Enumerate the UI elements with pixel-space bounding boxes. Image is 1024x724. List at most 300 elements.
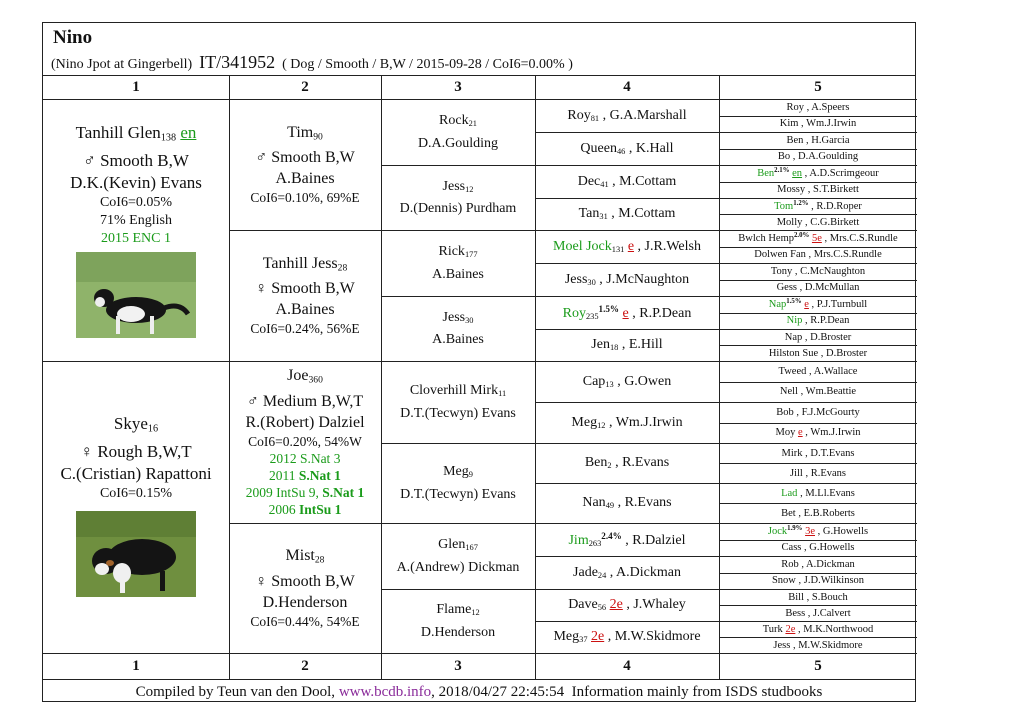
gen5-mark[interactable]: e <box>797 427 803 439</box>
gen5-owner: R.P.Dean <box>810 315 850 327</box>
footer-source: Information mainly from ISDS studbooks <box>571 684 823 700</box>
gen4-reg-sub: 24 <box>597 570 607 580</box>
gen4-reg-sub: 131 <box>611 244 625 254</box>
gen2-sd-coi: CoI6=0.24%, 56%E <box>250 321 360 337</box>
gen5-name: Nell <box>779 386 798 398</box>
gen3-cell <box>381 443 535 523</box>
gen5-cell <box>719 247 917 264</box>
gen5-cell <box>719 621 917 637</box>
gen3-cell <box>381 99 535 165</box>
gen5-coi-sup: 1.9% <box>787 525 803 533</box>
gen4-name: Meg <box>553 629 580 644</box>
gen5-cell <box>719 637 917 653</box>
gen5-name: Nap <box>784 331 803 343</box>
gen5-line: Lad , M.Ll.Evans <box>781 487 855 499</box>
gen5-name: Bo <box>777 151 791 163</box>
sire-photo <box>76 252 196 338</box>
gen3-name-line <box>443 177 474 199</box>
gen5-coi-sup: 2.0% <box>793 232 810 240</box>
gen2-dd-coi: CoI6=0.44%, 54%E <box>250 613 360 629</box>
gen3-breeder: D.A.Goulding <box>417 135 499 151</box>
gen3-name-line <box>438 535 478 557</box>
gen4-line: Moel Jock$_{131}$ e , J.R.Welsh <box>553 238 701 254</box>
gen4-owner: R.Evans <box>624 495 672 510</box>
gen5-cell <box>719 214 917 230</box>
gen4-owner: M.W.Skidmore <box>614 629 701 644</box>
gen4-reg-sub: 37 <box>579 635 588 645</box>
gen5-name: Jock <box>767 526 788 538</box>
gen5-name: Nip <box>786 315 803 327</box>
gen4-line: Meg$_{12}$ , Wm.J.Irwin <box>571 414 683 430</box>
pedigree-sheet <box>42 22 916 702</box>
gen5-line: Snow , J.D.Wilkinson <box>771 575 865 587</box>
gen5-cell <box>719 402 917 423</box>
gen3-name: Glen <box>438 537 466 553</box>
gen4-cell <box>535 361 719 402</box>
gen4-mark[interactable]: 2e <box>609 597 623 612</box>
gen4-reg-sub: 56 <box>597 603 607 613</box>
gen5-cell <box>719 540 917 557</box>
gen4-name: Jade <box>573 564 598 580</box>
gen3-cell <box>381 165 535 230</box>
gen4-mark[interactable]: e <box>627 238 635 254</box>
achievement-text: 2012 S.Nat 3 <box>269 450 341 466</box>
dam-cell <box>43 361 229 653</box>
gen5-owner: A.Wallace <box>813 365 858 377</box>
gen5-cell <box>719 165 917 182</box>
gen3-reg-sub: 9 <box>468 470 473 480</box>
grid-line <box>43 653 917 654</box>
gen5-line: Bet , E.B.Roberts <box>781 507 855 519</box>
gen4-cell <box>535 230 719 263</box>
gen5-owner: D.A.Goulding <box>798 151 859 163</box>
gen2-dd-name: Mist <box>285 547 315 565</box>
col-number: 3 <box>454 79 462 95</box>
gen5-cell <box>719 463 917 483</box>
gen3-name-line <box>438 242 477 264</box>
gen5-owner: D.T.Evans <box>810 447 855 459</box>
footer <box>43 679 915 704</box>
gen5-line: Ben$^{2.1\%}$ en , A.D.Scrimgeour <box>757 167 879 180</box>
gen5-cell <box>719 443 917 463</box>
gen4-name: Tan <box>578 206 600 221</box>
gen2-sd-name: Tanhill Jess <box>262 254 338 272</box>
footer-date: , 2018/04/27 22:45:54 <box>431 684 565 700</box>
gen5-line: Tom$^{1.2\%}$ , R.D.Roper <box>774 200 862 212</box>
col-number: 1 <box>132 658 140 674</box>
gen5-cell <box>719 556 917 573</box>
gen5-line: Kim , Wm.J.Irwin <box>779 118 857 130</box>
gen5-cell <box>719 198 917 214</box>
gen2-ds-cell <box>229 361 381 523</box>
gen5-cell <box>719 503 917 523</box>
gen5-coi-sup: 2.1% <box>774 167 790 175</box>
gen4-reg-sub: 235 <box>585 311 599 321</box>
gen2-ds-breeder: R.(Robert) Dalziel <box>245 413 365 431</box>
gen4-reg-sub: 263 <box>588 538 602 548</box>
gen5-name: Bill <box>788 591 804 603</box>
gen5-mark[interactable]: 5e <box>811 233 822 245</box>
gen3-name-line <box>443 308 474 330</box>
gen4-name: Moel Jock <box>553 238 612 254</box>
gen4-owner: G.Owen <box>624 373 672 389</box>
gen5-line: Bess , J.Calvert <box>785 607 851 619</box>
gen5-cell <box>719 182 917 199</box>
gen5-cell <box>719 523 917 540</box>
achievement-bold: IntSu 1 <box>298 501 342 517</box>
gen5-owner: A.Speers <box>811 101 850 113</box>
gen5-cell <box>719 99 917 116</box>
gen4-line: Cap$_{13}$ , G.Owen <box>582 373 672 389</box>
gen5-name: Ben <box>757 168 775 180</box>
gen5-line: Molly , C.G.Birkett <box>776 216 860 228</box>
gen4-reg-sub: 18 <box>609 343 619 353</box>
dam-sex-coat: ♀ Rough B,W,T <box>80 441 192 461</box>
gen5-name: Gess <box>776 282 797 294</box>
gen5-line: Roy , A.Speers <box>786 101 850 113</box>
gen3-name: Meg <box>443 464 469 480</box>
gen5-line: Nip , R.P.Dean <box>786 315 850 327</box>
gen5-owner: F.J.McGourty <box>801 406 860 418</box>
gen2-ss-sex-coat: ♂ Smooth B,W <box>255 149 355 167</box>
gen5-owner: S.T.Birkett <box>813 184 859 196</box>
gen4-name: Jen <box>591 337 610 352</box>
col-number: 3 <box>454 658 462 674</box>
gen5-name: Moy <box>775 427 796 439</box>
gen2-ss-breeder: A.Baines <box>275 170 335 188</box>
sire-achievement: 2015 ENC 1 <box>101 230 171 246</box>
gen2-sd-reg-sub: 28 <box>337 262 348 274</box>
gen5-name: Bwlch Hemp <box>738 233 794 245</box>
gen3-name: Flame <box>436 602 472 618</box>
gen5-line: Mirk , D.T.Evans <box>781 447 855 459</box>
gen4-reg-sub: 41 <box>600 179 609 189</box>
gen3-breeder: A.(Andrew) Dickman <box>396 559 520 575</box>
dog-subtitle <box>51 52 573 73</box>
gen3-cell <box>381 589 535 653</box>
gen5-name: Hilston Sue <box>768 347 819 359</box>
gen3-reg-sub: 167 <box>465 543 478 553</box>
gen5-owner: G.Howells <box>822 526 869 538</box>
gen4-line: Queen$_{46}$ , K.Hall <box>580 140 674 156</box>
gen5-line: Nap$^{1.5\%}$ e , P.J.Turnbull <box>768 298 868 311</box>
gen4-name: Ben <box>584 455 608 470</box>
gen5-cell <box>719 423 917 444</box>
gen4-reg-sub: 30 <box>587 277 596 287</box>
gen5-name: Dolwen Fan <box>754 249 806 261</box>
gen5-name: Tweed <box>778 365 807 377</box>
gen5-owner: M.Ll.Evans <box>805 487 855 499</box>
achievement-text: 2009 IntSu 9, <box>245 484 323 500</box>
gen4-cell <box>535 402 719 443</box>
dog-full-name: (Nino Jpot at Gingerbell) <box>51 57 193 72</box>
gen4-name: Nan <box>582 495 606 510</box>
gen4-cell <box>535 263 719 296</box>
gen5-owner: Wm.J.Irwin <box>810 427 861 439</box>
gen2-dd-reg-sub: 28 <box>314 554 325 566</box>
gen5-owner: H.Garcia <box>811 134 850 146</box>
gen5-line: Bwlch Hemp$^{2.0\%}$ 5e , Mrs.C.S.Rundle <box>738 232 898 245</box>
achievement-bold: S.Nat 1 <box>322 484 365 500</box>
gen3-breeder: A.Baines <box>432 266 484 282</box>
gen4-owner: M.Cottam <box>618 206 676 221</box>
gen5-cell <box>719 573 917 590</box>
gen5-name: Ben <box>786 134 804 146</box>
gen5-cell <box>719 116 917 133</box>
gen5-line: Hilston Sue , D.Broster <box>768 347 868 359</box>
gen5-line: Cass , G.Howells <box>781 542 855 554</box>
gen3-name: Jess <box>442 309 466 325</box>
gen5-cell <box>719 483 917 503</box>
col-number: 5 <box>814 79 822 95</box>
gen5-name: Molly <box>776 216 803 228</box>
gen4-cell <box>535 523 719 556</box>
gen4-cell <box>535 483 719 523</box>
gen5-name: Mossy <box>777 184 806 196</box>
gen5-cell <box>719 149 917 166</box>
gen3-cell <box>381 230 535 296</box>
gen5-owner: C.G.Birkett <box>810 216 860 228</box>
gen4-owner: R.Evans <box>622 455 670 470</box>
gen4-owner: E.Hill <box>628 337 663 352</box>
gen2-ds-reg-sub: 360 <box>308 374 323 386</box>
gen2-dd-breeder: D.Henderson <box>262 593 348 611</box>
gen3-cell <box>381 523 535 589</box>
gen5-owner: Mrs.C.S.Rundle <box>813 249 882 261</box>
sire-name: Tanhill Glen <box>75 123 161 143</box>
footer-compiled: Compiled by Teun van den Dool, <box>135 684 336 700</box>
gen5-owner: M.W.Skidmore <box>798 639 863 651</box>
gen3-breeder: D.Henderson <box>420 624 496 640</box>
gen4-line: Jim$_{263}^{2.4\%}$ , R.Dalziel <box>568 530 686 548</box>
gen4-owner: R.P.Dean <box>639 305 692 321</box>
gen5-name: Snow <box>771 575 796 587</box>
gen3-breeder: D.T.(Tecwyn) Evans <box>400 486 516 502</box>
gen5-owner: R.D.Roper <box>816 200 862 212</box>
gen4-reg-sub: 12 <box>597 420 606 430</box>
gen4-mark[interactable]: 2e <box>591 629 605 644</box>
gen4-cell <box>535 589 719 621</box>
achievement-text: 2011 <box>269 467 299 483</box>
gen5-line: Moy e , Wm.J.Irwin <box>775 427 861 439</box>
dam-name: Skye <box>113 414 148 434</box>
gen5-name: Rob <box>781 558 799 570</box>
gen3-cell <box>381 361 535 443</box>
gen5-owner: J.Calvert <box>813 607 851 619</box>
gen4-owner: J.Whaley <box>633 597 686 612</box>
gen5-line: Jill , R.Evans <box>789 467 846 479</box>
gen3-breeder: A.Baines <box>432 332 484 348</box>
gen4-owner: R.Dalziel <box>632 532 686 548</box>
gen5-owner: Mrs.C.S.Rundle <box>829 233 898 245</box>
gen2-sd-cell <box>229 230 381 361</box>
gen5-cell <box>719 361 917 382</box>
gen3-name: Jess <box>442 178 466 194</box>
gen5-name: Lad <box>781 487 798 499</box>
sire-sex-coat: ♂ Smooth B,W <box>83 150 189 170</box>
col-number: 2 <box>301 658 309 674</box>
gen4-line: Jen$_{18}$ , E.Hill <box>591 337 663 353</box>
pedigree-header <box>43 23 915 76</box>
gen5-name: Tom <box>774 200 794 212</box>
gen4-name: Jess <box>564 271 588 287</box>
sire-breeder: D.K.(Kevin) Evans <box>70 172 202 192</box>
gen5-mark[interactable]: e <box>804 299 809 311</box>
footer-link[interactable]: www.bcdb.info <box>338 684 432 700</box>
sire-badge[interactable]: en <box>180 123 197 143</box>
col-number: 2 <box>301 79 309 95</box>
gen4-name: Queen <box>580 140 617 156</box>
gen5-owner: S.Bouch <box>811 591 848 603</box>
gen4-cell <box>535 621 719 653</box>
gen5-mark[interactable]: 2e <box>785 623 796 635</box>
gen4-line: Dave$_{56}$ 2e , J.Whaley <box>568 597 686 613</box>
gen5-line: Jock$^{1.9\%}$ 3e , G.Howells <box>767 525 869 538</box>
dam-coi: CoI6=0.15% <box>99 485 173 501</box>
gen5-cell <box>719 296 917 313</box>
gen2-dd-sex-coat: ♀ Smooth B,W <box>255 572 355 590</box>
gen2-sd-breeder: A.Baines <box>275 301 335 319</box>
gen3-reg-sub: 30 <box>465 316 474 326</box>
gen5-name: Tony <box>770 265 793 277</box>
dog-name: Nino <box>53 27 93 48</box>
gen5-owner: A.Dickman <box>806 558 855 570</box>
gen5-owner: D.Broster <box>826 347 868 359</box>
gen5-line: Nap , D.Broster <box>784 331 852 343</box>
gen3-name: Rock <box>439 113 469 129</box>
gen4-owner: A.Dickman <box>616 564 681 580</box>
gen3-reg-sub: 12 <box>471 608 480 618</box>
gen5-owner: Wm.J.Irwin <box>806 118 857 130</box>
gen5-cell <box>719 382 917 403</box>
gen5-cell <box>719 313 917 330</box>
gen3-reg-sub: 21 <box>468 119 477 129</box>
gen5-line: Bo , D.A.Goulding <box>777 151 859 163</box>
gen4-cell <box>535 329 719 361</box>
gen5-name: Turk <box>762 623 783 635</box>
gen4-owner: M.Cottam <box>619 173 677 189</box>
gen4-reg-sub: 31 <box>599 212 608 222</box>
gen4-owner: J.R.Welsh <box>644 238 701 254</box>
gen2-ds-achievement <box>270 450 341 467</box>
gen5-cell <box>719 589 917 605</box>
gen3-name-line <box>439 111 477 133</box>
gen4-name: Dec <box>577 173 601 189</box>
dam-breeder: C.(Cristian) Rapattoni <box>60 463 212 483</box>
gen4-reg-sub: 46 <box>616 146 626 156</box>
column-numbers-top <box>43 76 915 98</box>
gen5-line: Jess , M.W.Skidmore <box>773 639 863 651</box>
gen5-line: Ben , H.Garcia <box>786 134 850 146</box>
gen5-name: Jess <box>773 639 791 651</box>
gen4-cell <box>535 198 719 230</box>
sire-cell <box>43 99 229 361</box>
gen5-line: Bill , S.Bouch <box>788 591 848 603</box>
gen5-owner: A.D.Scrimgeour <box>809 168 879 180</box>
sire-english: 71% English <box>100 212 172 228</box>
gen5-owner: E.B.Roberts <box>803 507 855 519</box>
gen5-owner: Wm.Beattie <box>805 386 857 398</box>
gen5-owner: D.Broster <box>810 331 852 343</box>
gen4-reg-sub: 49 <box>605 501 615 511</box>
gen4-name: Dave <box>568 597 598 612</box>
gen2-ss-coi: CoI6=0.10%, 69%E <box>250 190 360 206</box>
gen3-breeder: D.T.(Tecwyn) Evans <box>400 405 516 421</box>
gen4-line: Jess$_{30}$ , J.McNaughton <box>564 271 690 287</box>
gen5-mark[interactable]: 3e <box>805 526 816 538</box>
gen5-cell <box>719 263 917 280</box>
gen3-cell <box>381 296 535 361</box>
gen4-line: Roy$_{235}^{1.5\%}$ e , R.P.Dean <box>562 303 692 321</box>
gen5-owner: G.Howells <box>809 542 855 554</box>
sire-coi: CoI6=0.05% <box>99 194 173 210</box>
dam-photo <box>76 507 196 601</box>
gen5-name: Jill <box>789 467 803 479</box>
dam-reg-sub: 16 <box>147 423 159 435</box>
gen5-owner: D.McMullan <box>804 282 860 294</box>
gen4-mark[interactable]: e <box>622 305 629 321</box>
gen4-line: Ben$_2$ , R.Evans <box>584 455 670 471</box>
gen4-owner: G.A.Marshall <box>609 107 687 123</box>
gen4-cell <box>535 165 719 198</box>
col-number: 4 <box>623 79 631 95</box>
gen2-sd-sex-coat: ♀ Smooth B,W <box>255 280 355 298</box>
gen5-name: Roy <box>786 101 804 113</box>
gen5-owner: J.D.Wilkinson <box>803 575 865 587</box>
gen3-reg-sub: 12 <box>465 185 474 195</box>
gen5-owner: R.Evans <box>810 467 846 479</box>
gen4-reg-sub: 81 <box>590 113 600 123</box>
gen5-cell <box>719 345 917 361</box>
gen2-ss-cell <box>229 99 381 230</box>
gen5-line: Rob , A.Dickman <box>781 558 855 570</box>
gen5-coi-sup: 1.5% <box>786 298 802 306</box>
gen5-owner: C.McNaughton <box>800 265 866 277</box>
gen2-ss-name: Tim <box>287 123 314 141</box>
gen4-name: Meg <box>571 414 598 430</box>
gen5-name: Bet <box>781 507 796 519</box>
gen5-green-mark[interactable]: en <box>792 168 803 180</box>
gen4-reg-sub: 13 <box>605 379 614 389</box>
col-number: 4 <box>623 658 631 674</box>
achievement-bold: S.Nat 1 <box>298 467 341 483</box>
gen4-line: Tan$_{31}$ , M.Cottam <box>578 206 676 222</box>
gen5-name: Nap <box>768 299 787 311</box>
gen5-cell <box>719 605 917 621</box>
gen4-name: Roy <box>562 305 586 321</box>
gen3-name-line <box>410 381 506 403</box>
gen2-dd-cell <box>229 523 381 653</box>
column-numbers-bottom <box>43 655 915 679</box>
achievement-text: 2006 <box>268 501 299 517</box>
gen2-ds-achievement <box>269 501 342 518</box>
gen5-cell <box>719 329 917 345</box>
gen4-cell <box>535 296 719 329</box>
sire-reg-sub: 138 <box>160 132 177 144</box>
gen2-ds-sex-coat: ♂ Medium B,W,T <box>246 392 364 410</box>
gen4-line: Meg$_{37}$ 2e , M.W.Skidmore <box>553 629 701 645</box>
gen5-name: Bob <box>776 406 794 418</box>
gen5-line: Mossy , S.T.Birkett <box>777 184 859 196</box>
dog-registration: IT/341952 <box>199 52 276 72</box>
gen3-reg-sub: 11 <box>498 389 507 399</box>
gen5-cell <box>719 132 917 149</box>
gen5-line: Tweed , A.Wallace <box>778 365 858 377</box>
gen4-cell <box>535 132 719 165</box>
gen4-line: Nan$_{49}$ , R.Evans <box>582 495 672 511</box>
gen3-breeder: D.(Dennis) Purdham <box>399 201 517 217</box>
gen5-line: Turk 2e , M.K.Northwood <box>762 623 874 635</box>
